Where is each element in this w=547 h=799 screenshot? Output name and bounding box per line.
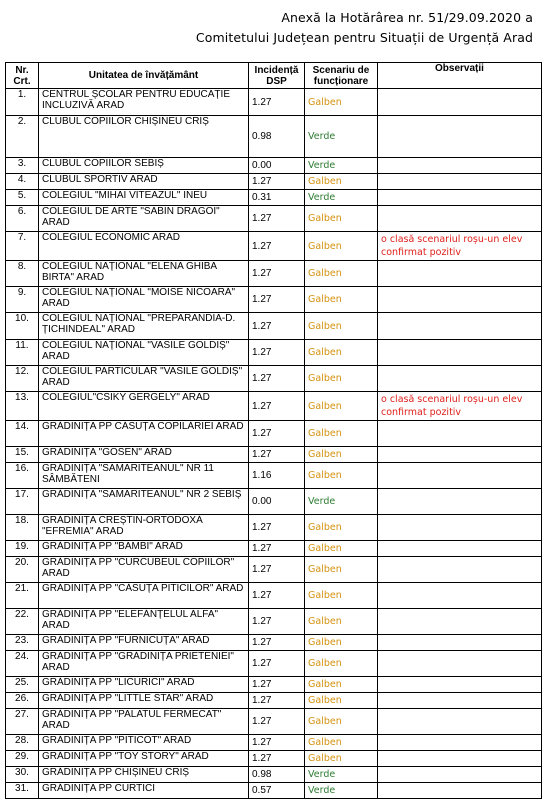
cell-unit: GRĂDINIȚA "GOSEN" ARAD <box>39 447 249 463</box>
cell-observations <box>378 447 542 463</box>
cell-unit: CLUBUL SPORTIV ARAD <box>39 174 249 190</box>
schools-table <box>5 62 542 799</box>
cell-unit: CLUBUL COPIILOR SEBIȘ <box>39 158 249 174</box>
cell-dsp-incidence: 1.27 <box>249 677 305 693</box>
cell-nr: 7. <box>6 232 39 261</box>
cell-observations: o clasă scenariul roșu-un elev confirmat pozitiv <box>378 232 542 261</box>
cell-scenario: Galben <box>305 677 378 693</box>
cell-dsp-incidence: 1.27 <box>249 392 305 421</box>
cell-unit: GRĂDINIȚA PP "BAMBI" ARAD <box>39 541 249 557</box>
header-line-1: Anexă la Hotărârea nr. 51/29.09.2020 a <box>281 10 533 25</box>
table-row <box>6 541 542 557</box>
cell-unit: CLUBUL COPIILOR CHIȘINEU CRIȘ <box>39 116 249 158</box>
cell-scenario: Galben <box>305 421 378 447</box>
table-row <box>6 340 542 366</box>
cell-nr: 11. <box>6 340 39 366</box>
cell-nr: 9. <box>6 287 39 313</box>
table-row <box>6 767 542 783</box>
document-header <box>196 8 533 48</box>
cell-dsp-incidence: 1.27 <box>249 583 305 609</box>
cell-nr: 23. <box>6 635 39 651</box>
table-row <box>6 392 542 421</box>
cell-scenario: Galben <box>305 232 378 261</box>
cell-unit: COLEGIUL "MIHAI VITEAZUL" INEU <box>39 190 249 206</box>
cell-nr: 2. <box>6 116 39 158</box>
cell-scenario: Galben <box>305 709 378 735</box>
cell-dsp-incidence: 0.57 <box>249 783 305 799</box>
cell-unit: GRĂDINIȚA PP "LITTLE STAR" ARAD <box>39 693 249 709</box>
cell-unit: GRĂDINIȚA PP CĂSUȚA COPILĂRIEI ARAD <box>39 421 249 447</box>
cell-nr: 30. <box>6 767 39 783</box>
cell-dsp-incidence: 1.27 <box>249 515 305 541</box>
cell-scenario: Galben <box>305 635 378 651</box>
cell-scenario: Galben <box>305 735 378 751</box>
table-row <box>6 261 542 287</box>
cell-scenario: Galben <box>305 313 378 340</box>
table-row <box>6 751 542 767</box>
col-header-nr: Nr. Crt. <box>6 63 39 89</box>
cell-nr: 29. <box>6 751 39 767</box>
cell-scenario: Galben <box>305 287 378 313</box>
cell-unit: GRĂDINIȚA "SAMARITEANUL" NR 11 SÂMBĂTENI <box>39 463 249 489</box>
cell-observations <box>378 287 542 313</box>
cell-observations <box>378 116 542 158</box>
cell-nr: 17. <box>6 489 39 515</box>
cell-scenario: Galben <box>305 447 378 463</box>
cell-scenario: Galben <box>305 541 378 557</box>
cell-nr: 20. <box>6 557 39 583</box>
cell-scenario: Verde <box>305 190 378 206</box>
cell-scenario: Galben <box>305 751 378 767</box>
table-row <box>6 651 542 677</box>
cell-unit: GRĂDINIȚA PP "CURCUBEUL COPIILOR" ARAD <box>39 557 249 583</box>
cell-dsp-incidence: 0.00 <box>249 158 305 174</box>
table-row <box>6 515 542 541</box>
cell-observations <box>378 174 542 190</box>
cell-nr: 31. <box>6 783 39 799</box>
cell-nr: 10. <box>6 313 39 340</box>
cell-observations <box>378 541 542 557</box>
cell-dsp-incidence: 0.98 <box>249 767 305 783</box>
cell-dsp-incidence: 1.27 <box>249 287 305 313</box>
cell-nr: 26. <box>6 693 39 709</box>
cell-unit: COLEGIUL NAȚIONAL "MOISE NICOARĂ" ARAD <box>39 287 249 313</box>
cell-dsp-incidence: 0.00 <box>249 489 305 515</box>
cell-unit: GRĂDINIȚA CREȘTIN-ORTODOXĂ "EFREMIA" ARAD <box>39 515 249 541</box>
cell-unit: GRĂDINIȚA PP "ELEFĂNȚELUL ALFA" ARAD <box>39 609 249 635</box>
cell-unit: GRĂDINIȚA PP "PALATUL FERMECAT" ARAD <box>39 709 249 735</box>
cell-unit: GRĂDINIȚA PP CHIȘINEU CRIȘ <box>39 767 249 783</box>
table-row <box>6 609 542 635</box>
cell-observations <box>378 735 542 751</box>
cell-dsp-incidence: 1.27 <box>249 541 305 557</box>
col-header-scenario: Scenariu de funcționare <box>305 63 378 89</box>
cell-scenario: Galben <box>305 366 378 392</box>
cell-dsp-incidence: 0.31 <box>249 190 305 206</box>
col-header-dsp: Incidență DSP <box>249 63 305 89</box>
cell-observations <box>378 709 542 735</box>
table-row <box>6 709 542 735</box>
cell-nr: 18. <box>6 515 39 541</box>
cell-nr: 14. <box>6 421 39 447</box>
cell-dsp-incidence: 1.27 <box>249 89 305 116</box>
cell-scenario: Verde <box>305 783 378 799</box>
cell-observations <box>378 340 542 366</box>
table-header-row <box>6 63 542 89</box>
cell-unit: GRĂDINIȚA PP "CĂSUȚA PITICILOR" ARAD <box>39 583 249 609</box>
cell-observations <box>378 190 542 206</box>
cell-nr: 15. <box>6 447 39 463</box>
cell-unit: COLEGIUL ECONOMIC ARAD <box>39 232 249 261</box>
cell-nr: 27. <box>6 709 39 735</box>
cell-observations <box>378 583 542 609</box>
cell-dsp-incidence: 1.27 <box>249 232 305 261</box>
table-row <box>6 116 542 158</box>
cell-dsp-incidence: 1.27 <box>249 366 305 392</box>
cell-observations <box>378 463 542 489</box>
cell-unit: GRĂDINIȚA PP "LICURICI" ARAD <box>39 677 249 693</box>
cell-dsp-incidence: 1.27 <box>249 261 305 287</box>
cell-dsp-incidence: 1.27 <box>249 421 305 447</box>
cell-dsp-incidence: 1.27 <box>249 206 305 232</box>
cell-scenario: Verde <box>305 489 378 515</box>
cell-nr: 22. <box>6 609 39 635</box>
table-row <box>6 366 542 392</box>
cell-observations <box>378 489 542 515</box>
cell-scenario: Galben <box>305 463 378 489</box>
table-row <box>6 287 542 313</box>
cell-unit: GRĂDINIȚA PP CURTICI <box>39 783 249 799</box>
cell-observations <box>378 751 542 767</box>
cell-observations <box>378 206 542 232</box>
cell-nr: 16. <box>6 463 39 489</box>
cell-scenario: Galben <box>305 557 378 583</box>
cell-observations <box>378 515 542 541</box>
cell-scenario: Verde <box>305 116 378 158</box>
table-row <box>6 635 542 651</box>
cell-unit: GRĂDINIȚA PP "FURNICUȚA" ARAD <box>39 635 249 651</box>
cell-observations <box>378 767 542 783</box>
cell-scenario: Galben <box>305 693 378 709</box>
cell-dsp-incidence: 1.27 <box>249 751 305 767</box>
table-body <box>6 89 542 799</box>
cell-nr: 28. <box>6 735 39 751</box>
table-row <box>6 463 542 489</box>
cell-scenario: Galben <box>305 340 378 366</box>
cell-scenario: Galben <box>305 174 378 190</box>
table-row <box>6 313 542 340</box>
table-row <box>6 557 542 583</box>
cell-scenario: Galben <box>305 515 378 541</box>
cell-observations <box>378 557 542 583</box>
cell-scenario: Galben <box>305 206 378 232</box>
cell-observations <box>378 261 542 287</box>
cell-nr: 24. <box>6 651 39 677</box>
cell-unit: COLEGIUL NAȚIONAL "VASILE GOLDIȘ" ARAD <box>39 340 249 366</box>
col-header-unit: Unitatea de învățământ <box>39 63 249 89</box>
cell-nr: 5. <box>6 190 39 206</box>
cell-scenario: Galben <box>305 583 378 609</box>
table-row <box>6 190 542 206</box>
table-row <box>6 232 542 261</box>
cell-nr: 21. <box>6 583 39 609</box>
cell-dsp-incidence: 1.27 <box>249 609 305 635</box>
cell-nr: 12. <box>6 366 39 392</box>
cell-dsp-incidence: 1.27 <box>249 709 305 735</box>
cell-nr: 19. <box>6 541 39 557</box>
cell-scenario: Verde <box>305 767 378 783</box>
cell-observations <box>378 89 542 116</box>
cell-dsp-incidence: 1.27 <box>249 313 305 340</box>
cell-dsp-incidence: 0.98 <box>249 116 305 158</box>
table-row <box>6 447 542 463</box>
cell-nr: 8. <box>6 261 39 287</box>
header-line-2: Comitetului Județean pentru Situații de Urgență Arad <box>195 30 533 45</box>
col-header-observations: Observații <box>378 63 542 89</box>
table-row <box>6 174 542 190</box>
table-row <box>6 583 542 609</box>
cell-dsp-incidence: 1.16 <box>249 463 305 489</box>
cell-scenario: Galben <box>305 651 378 677</box>
cell-observations <box>378 313 542 340</box>
cell-unit: CENTRUL ȘCOLAR PENTRU EDUCAȚIE INCLUZIVĂ ARAD <box>39 89 249 116</box>
cell-nr: 25. <box>6 677 39 693</box>
cell-dsp-incidence: 1.27 <box>249 340 305 366</box>
cell-nr: 4. <box>6 174 39 190</box>
cell-observations <box>378 651 542 677</box>
cell-unit: COLEGIUL DE ARTE "SABIN DRAGOI" ARAD <box>39 206 249 232</box>
cell-observations <box>378 366 542 392</box>
cell-nr: 1. <box>6 89 39 116</box>
cell-unit: GRĂDINIȚA PP "TOY STORY" ARAD <box>39 751 249 767</box>
cell-dsp-incidence: 1.27 <box>249 735 305 751</box>
cell-observations: o clasă scenariul roșu-un elev confirmat pozitiv <box>378 392 542 421</box>
cell-nr: 3. <box>6 158 39 174</box>
cell-observations <box>378 677 542 693</box>
cell-observations <box>378 693 542 709</box>
cell-unit: COLEGIUL"CSIKY GERGELY" ARAD <box>39 392 249 421</box>
table-row <box>6 677 542 693</box>
cell-nr: 6. <box>6 206 39 232</box>
cell-dsp-incidence: 1.27 <box>249 651 305 677</box>
table-row <box>6 735 542 751</box>
table-row <box>6 489 542 515</box>
table-row <box>6 158 542 174</box>
table-row <box>6 206 542 232</box>
cell-dsp-incidence: 1.27 <box>249 174 305 190</box>
cell-scenario: Galben <box>305 261 378 287</box>
cell-dsp-incidence: 1.27 <box>249 557 305 583</box>
cell-dsp-incidence: 1.27 <box>249 447 305 463</box>
table-row <box>6 89 542 116</box>
cell-dsp-incidence: 1.27 <box>249 635 305 651</box>
cell-scenario: Verde <box>305 158 378 174</box>
cell-observations <box>378 635 542 651</box>
cell-scenario: Galben <box>305 392 378 421</box>
cell-dsp-incidence: 1.27 <box>249 693 305 709</box>
cell-unit: GRĂDINIȚA "SAMARITEANUL" NR 2 SEBIȘ <box>39 489 249 515</box>
table-row <box>6 693 542 709</box>
cell-nr: 13. <box>6 392 39 421</box>
cell-unit: COLEGIUL PARTICULAR "VASILE GOLDIȘ" ARAD <box>39 366 249 392</box>
cell-unit: GRĂDINIȚA PP "GRĂDINIȚA PRIETENIEI" ARAD <box>39 651 249 677</box>
cell-observations <box>378 609 542 635</box>
cell-scenario: Galben <box>305 89 378 116</box>
cell-observations <box>378 421 542 447</box>
cell-unit: GRĂDINIȚA PP "PITICOT" ARAD <box>39 735 249 751</box>
table-row <box>6 421 542 447</box>
cell-scenario: Galben <box>305 609 378 635</box>
cell-unit: COLEGIUL NAȚIONAL "ELENA GHIBA BIRTA" ARAD <box>39 261 249 287</box>
cell-observations <box>378 158 542 174</box>
cell-unit: COLEGIUL NAȚIONAL "PREPARANDIA-D. ȚICHINDEAL" ARAD <box>39 313 249 340</box>
